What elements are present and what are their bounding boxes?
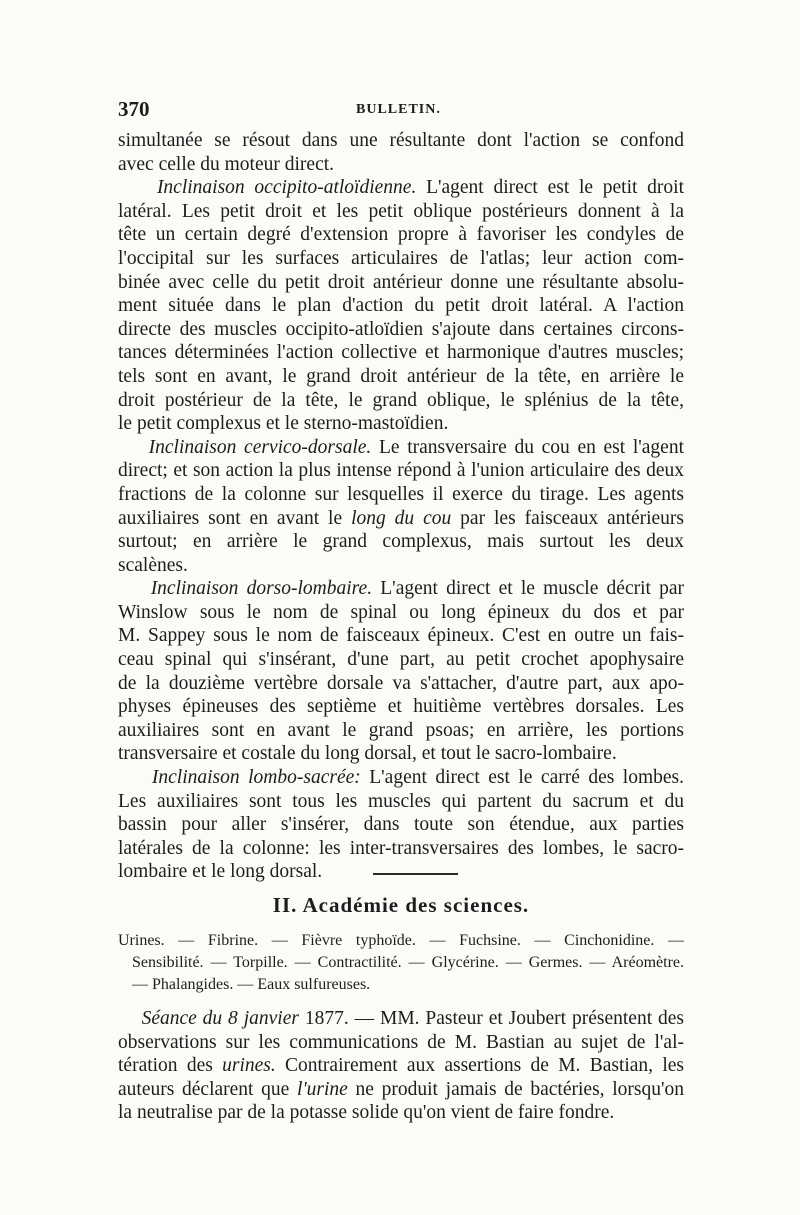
- text-line: surtout; en arrière le grand complexus, mais surtout les deux: [118, 531, 684, 553]
- text-line: latéral. Les petit droit et les petit oblique postérieurs donnent à la: [118, 200, 684, 222]
- keywords-line: Sensibilité. — Torpille. — Contractilité. — Glycérine. — Germes. — Aréomètre.: [132, 954, 684, 971]
- text-line: [118, 507, 684, 531]
- text-line: lombaire et le long dorsal.: [118, 861, 323, 883]
- seance-lead: Séance du 8 janvier: [141, 1008, 299, 1029]
- text-line: Les auxiliaires sont tous les muscles qui partent du sacrum et du: [118, 790, 684, 812]
- text-span: Contrairement aux assertions de M. Bastian, les: [275, 1055, 684, 1077]
- seance-year: 1877.: [298, 1008, 349, 1029]
- text-line: scalènes.: [118, 554, 188, 576]
- text-line: avec celle du moteur direct.: [118, 153, 335, 175]
- text-line: observations sur les communications de M. Bastian au sujet de l'al-: [118, 1031, 684, 1053]
- italic-term: long du cou: [351, 507, 452, 529]
- text-line: physes épineuses des septième et huitième vertèbres dorsales. Les: [118, 696, 684, 718]
- paragraph-lead: Inclinaison cervico-dorsale.: [148, 436, 372, 458]
- text-line: [118, 176, 684, 200]
- text-line: ment située dans le plan d'action du petit droit latéral. A l'action: [118, 295, 684, 317]
- text-line: direct; et son action la plus intense répond à l'union articulaire des deux: [118, 460, 684, 482]
- text-line: auxiliaires sont en avant le grand psoas; en arrière, les portions: [118, 719, 684, 741]
- text-line: tête un certain degré d'extension propre à favoriser les condyles de: [118, 224, 684, 246]
- text-span: L'agent direct est le carré des lombes.: [360, 767, 685, 789]
- text-span: auxiliaires sont en avant le: [118, 507, 352, 529]
- text-line: fractions de la colonne sur lesquelles il exerce du tirage. Les agents: [118, 483, 684, 505]
- keywords-line: Urines. — Fibrine. — Fièvre typhoïde. — Fuchsine. — Cinchonidine. —: [118, 932, 684, 949]
- text-span: — MM. Pasteur et Joubert présentent des: [348, 1008, 684, 1029]
- text-line: ceau spinal qui s'insérant, d'une part, au petit crochet apophysaire: [118, 649, 684, 671]
- text-line: [118, 577, 684, 601]
- text-line: [118, 766, 684, 790]
- text-line: binée avec celle du petit droit antérieur donne une résultante absolu-: [118, 271, 684, 293]
- text-span: Le transversaire du cou en est l'agent: [371, 436, 685, 458]
- body-text: [118, 129, 684, 884]
- text-line: la neutralise par de la potasse solide qu'on vient de faire fondre.: [118, 1102, 615, 1124]
- text-line: tances déterminées l'action collective et harmonique d'autres muscles;: [118, 342, 684, 364]
- text-line: simultanée se résout dans une résultante dont l'action se confond: [118, 130, 684, 151]
- section-divider: [373, 873, 458, 875]
- text-span: ne produit jamais de bactéries, lorsqu'on: [347, 1078, 685, 1100]
- text-span: L'agent direct est le petit droit: [416, 177, 684, 199]
- text-line: l'occipital sur les surfaces articulaires de l'atlas; leur action com-: [118, 247, 684, 269]
- running-head: BULLETIN.: [356, 102, 441, 117]
- text-line: [118, 1007, 684, 1031]
- section-keywords: [118, 930, 684, 996]
- text-line: [118, 436, 684, 460]
- text-line: M. Sappey sous le nom de faisceaux épineux. C'est en outre un fais-: [118, 625, 684, 647]
- section-title: II. Académie des sciences.: [272, 893, 530, 917]
- text-span: L'agent direct et le muscle décrit par: [372, 578, 684, 600]
- paragraph-lead: Inclinaison occipito-atloïdienne.: [156, 177, 417, 199]
- page-number: 370: [118, 97, 150, 121]
- italic-term: urines.: [222, 1055, 276, 1077]
- text-span: par les faisceaux antérieurs: [451, 507, 685, 529]
- text-line: latérales de la colonne: les inter-transversaires des lombes, le sacro-: [118, 837, 684, 859]
- text-line: transversaire et costale du long dorsal, et tout le sacro-lombaire.: [118, 743, 617, 765]
- text-span: auteurs déclarent que: [118, 1078, 298, 1100]
- text-line: le petit complexus et le sterno-mastoïdien.: [118, 413, 449, 435]
- text-line: tels sont en avant, le grand droit antérieur de la tête, en arrière le: [118, 365, 684, 387]
- text-line: Winslow sous le nom de spinal ou long épineux du dos et par: [118, 601, 684, 623]
- page-header: [118, 97, 688, 127]
- seance-paragraph: [118, 1007, 684, 1125]
- text-line: directe des muscles occipito-atloïdien s'ajoute dans certaines circons-: [118, 318, 684, 340]
- paragraph-lead: Inclinaison lombo-sacrée:: [151, 767, 361, 789]
- text-line: [118, 1054, 684, 1078]
- text-line: bassin pour aller s'insérer, dans toute son étendue, aux parties: [118, 814, 684, 836]
- italic-term: l'urine: [297, 1078, 348, 1100]
- text-line: droit postérieur de la tête, le grand oblique, le splénius de la tête,: [118, 389, 684, 411]
- text-span: tération des: [118, 1055, 223, 1077]
- keywords-line: — Phalangides. — Eaux sulfureuses.: [132, 976, 371, 993]
- text-line: [118, 1078, 684, 1102]
- text-line: de la douzième vertèbre dorsale va s'attacher, d'autre part, aux apo-: [118, 672, 684, 694]
- paragraph-lead: Inclinaison dorso-lombaire.: [150, 578, 373, 600]
